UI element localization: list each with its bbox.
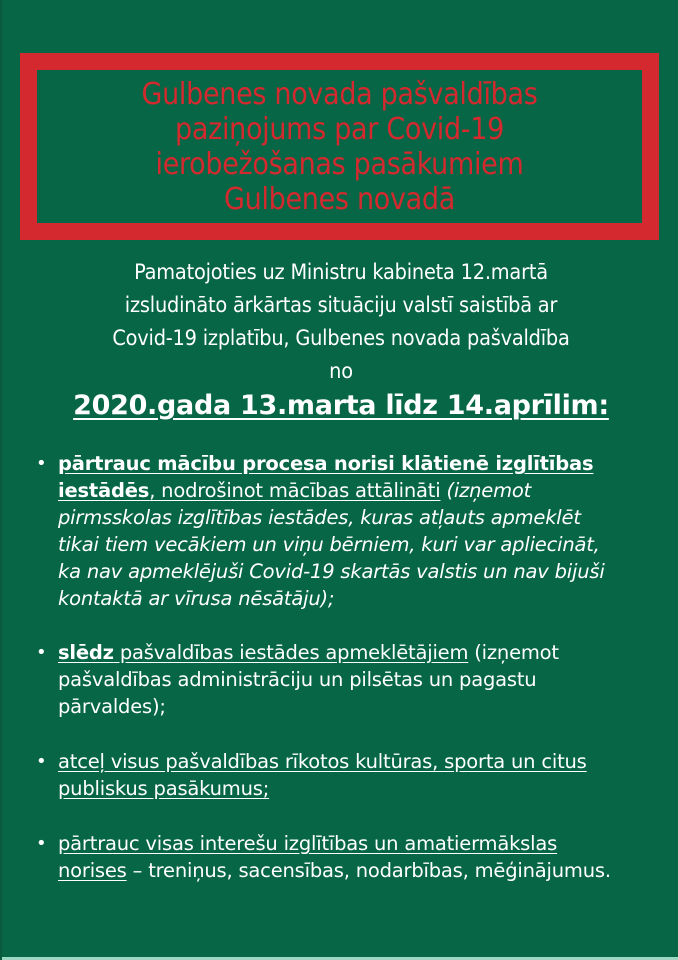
title-line-1: Gulbenes novada pašvaldības <box>141 76 538 112</box>
list-item-line <box>58 748 656 775</box>
intro-paragraph <box>2 256 678 388</box>
text-run: pirmsskolas izglītības iestādes, kuras atļauts apmeklēt <box>58 506 581 529</box>
title-box <box>20 53 659 240</box>
intro-line-1: Pamatojoties uz Ministru kabineta 12.martā <box>134 260 548 285</box>
date-range-heading <box>2 390 678 421</box>
list-item-line <box>58 857 656 884</box>
date-range-text: 2020.gada 13.marta līdz 14.aprīlim: <box>73 390 609 421</box>
text-run: pārtrauc visas interešu izglītības un amatiermākslas <box>58 832 558 855</box>
list-item-line <box>58 531 656 558</box>
title-line-4: Gulbenes novadā <box>224 181 455 217</box>
title-line-3: ierobežošanas pasākumiem <box>155 146 524 182</box>
title-line-2: paziņojums par Covid-19 <box>175 111 504 147</box>
text-run: , nodrošinot mācības attālināti <box>149 479 441 502</box>
bullet-icon: • <box>36 453 47 474</box>
text-run: (izņemot <box>440 479 532 502</box>
list-item-line <box>58 558 656 585</box>
intro-line-3: Covid-19 izplatību, Gulbenes novada pašvaldība <box>112 326 570 351</box>
text-run: slēdz <box>58 641 114 664</box>
text-run: atceļ visus pašvaldības rīkotos kultūras, sporta un citus <box>58 750 587 773</box>
intro-line-4: no <box>329 359 353 384</box>
text-run: pārvaldes); <box>58 695 166 718</box>
text-run: pārtrauc mācību procesa norisi klātienē izglītības <box>58 452 594 475</box>
list-item-line <box>58 477 656 504</box>
list-item-line <box>58 585 656 612</box>
bullet-icon: • <box>36 751 47 772</box>
list-item-1 <box>36 450 656 612</box>
list-item-line <box>58 639 656 666</box>
list-item-line <box>58 666 656 693</box>
list-item-line <box>58 830 656 857</box>
list-item-3 <box>36 748 656 802</box>
text-run: (izņemot <box>468 641 559 664</box>
text-run: pašvaldības administrāciju un pilsētas un pagastu <box>58 668 537 691</box>
text-run: ka nav apmeklējuši Covid-19 skartās valstis un nav bijuši <box>58 560 605 583</box>
list-item-line <box>58 693 656 720</box>
text-run: pašvaldības iestādes apmeklētājiem <box>113 641 469 664</box>
list-item-2 <box>36 639 656 720</box>
text-run: iestādēs <box>58 479 150 502</box>
bullet-icon: • <box>36 642 47 663</box>
list-item-line <box>58 504 656 531</box>
text-run: norises <box>58 859 127 882</box>
intro-line-2: izsludināto ārkārtas situāciju valstī saistībā ar <box>124 293 558 318</box>
list-item-line <box>58 775 656 802</box>
text-run: – treniņus, sacensības, nodarbības, mēģinājumus. <box>126 859 611 882</box>
bullet-icon: • <box>36 833 47 854</box>
text-run: kontaktā ar vīrusa nēsātāju); <box>58 587 335 610</box>
list-item-4 <box>36 830 656 884</box>
text-run: tikai tiem vecākiem un viņu bērniem, kuri var apliecināt, <box>58 533 600 556</box>
list-item-line <box>58 450 656 477</box>
text-run: publiskus pasākumus; <box>58 777 270 800</box>
